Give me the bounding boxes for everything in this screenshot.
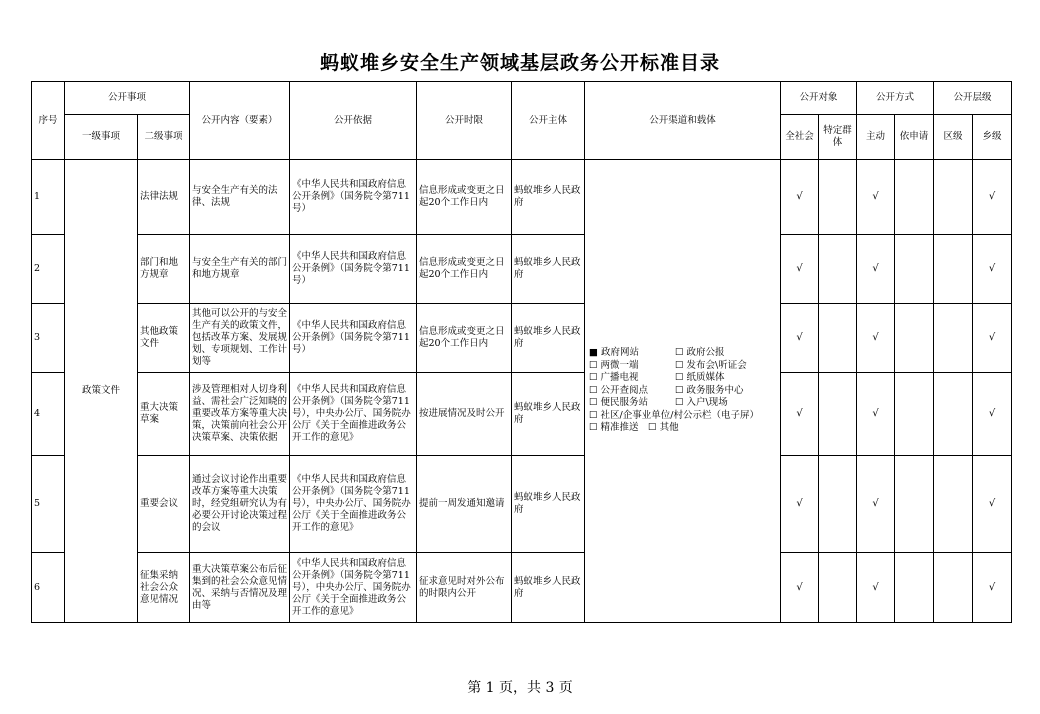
row-time: 信息形成或变更之日起20个工作日内 (417, 160, 512, 235)
check-level-town: √ (973, 304, 1012, 373)
header-target: 公开对象 (781, 82, 857, 115)
empty-target-specific (819, 373, 857, 456)
check-target-all: √ (781, 304, 819, 373)
check-level-town: √ (973, 373, 1012, 456)
channel-option: ☐ 两微一端 (589, 359, 639, 371)
header-channel: 公开渠道和载体 (585, 82, 781, 160)
row-subject: 蚂蚁堆乡人民政府 (512, 373, 585, 456)
header-subject: 公开主体 (512, 82, 585, 160)
row-level2: 法律法规 (138, 160, 190, 235)
header-target-specific: 特定群体 (819, 115, 857, 160)
row-time: 信息形成或变更之日起20个工作日内 (417, 235, 512, 304)
header-target-all: 全社会 (781, 115, 819, 160)
row-content: 涉及管理相对人切身利益、需社会广泛知晓的重要改革方案等重大决策，决策前向社会公开决策草案、决策依据 (190, 373, 290, 456)
header-level-town: 乡级 (973, 115, 1012, 160)
check-target-all: √ (781, 235, 819, 304)
channel-row (589, 347, 778, 360)
header-level: 公开层级 (934, 82, 1012, 115)
check-mode-active: √ (857, 304, 895, 373)
catalog-table (31, 81, 1012, 623)
check-mode-active: √ (857, 553, 895, 623)
table-row (32, 373, 1012, 456)
header-mode: 公开方式 (857, 82, 934, 115)
row-content: 与安全生产有关的部门和地方规章 (190, 235, 290, 304)
row-level2: 部门和地方规章 (138, 235, 190, 304)
empty-level-county (934, 304, 973, 373)
row-seq: 5 (32, 456, 65, 553)
check-target-all: √ (781, 553, 819, 623)
empty-mode-request (895, 373, 934, 456)
row-level2: 重大决策草案 (138, 373, 190, 456)
row-level2: 重要会议 (138, 456, 190, 553)
channel-option: ☐ 广播电视 (589, 372, 639, 384)
channel-option: ☐ 便民服务站 (589, 397, 649, 409)
header-level2: 二级事项 (138, 115, 190, 160)
empty-mode-request (895, 304, 934, 373)
header-basis: 公开依据 (290, 82, 417, 160)
row-seq: 4 (32, 373, 65, 456)
row-subject: 蚂蚁堆乡人民政府 (512, 553, 585, 623)
row-content: 通过会议讨论作出重要改革方案等重大决策时，经党组研究认为有必要公开讨论决策过程的会议 (190, 456, 290, 553)
empty-target-specific (819, 304, 857, 373)
table-row (32, 160, 1012, 235)
header-content: 公开内容（要素） (190, 82, 290, 160)
header-mode-active: 主动 (857, 115, 895, 160)
channel-option: ☐ 精准推送 ☐ 其他 (589, 422, 679, 434)
channel-option: ☐ 社区/企事业单位/村公示栏（电子屏） (589, 409, 759, 421)
check-level-town: √ (973, 456, 1012, 553)
header-seq: 序号 (32, 82, 65, 160)
empty-level-county (934, 373, 973, 456)
empty-level-county (934, 235, 973, 304)
check-mode-active: √ (857, 456, 895, 553)
channel-row (589, 397, 778, 410)
empty-level-county (934, 456, 973, 553)
empty-level-county (934, 553, 973, 623)
check-level-town: √ (973, 553, 1012, 623)
row-basis: 《中华人民共和国政府信息公开条例》（国务院令第711号），中央办公厅、国务院办公厅《关于全面推进政务公开工作的意见》 (290, 373, 417, 456)
table-row (32, 304, 1012, 373)
row-subject: 蚂蚁堆乡人民政府 (512, 235, 585, 304)
row-basis: 《中华人民共和国政府信息公开条例》（国务院令第711号） (290, 160, 417, 235)
channel-option: ■ 政府网站 (589, 347, 640, 359)
empty-mode-request (895, 456, 934, 553)
check-level-town: √ (973, 160, 1012, 235)
channel-row (589, 422, 778, 435)
row-seq: 3 (32, 304, 65, 373)
channel-row (589, 372, 778, 385)
channel-option: ☐ 政府公报 (675, 347, 725, 359)
row-basis: 《中华人民共和国政府信息公开条例》（国务院令第711号） (290, 235, 417, 304)
empty-level-county (934, 160, 973, 235)
header-time: 公开时限 (417, 82, 512, 160)
header-mode-request: 依申请 (895, 115, 934, 160)
row-basis: 《中华人民共和国政府信息公开条例》（国务院令第711号），中央办公厅、国务院办公厅《关于全面推进政务公开工作的意见》 (290, 553, 417, 623)
header-items: 公开事项 (65, 82, 190, 115)
channel-row (589, 360, 778, 373)
empty-target-specific (819, 160, 857, 235)
row-subject: 蚂蚁堆乡人民政府 (512, 456, 585, 553)
channel-row (589, 410, 778, 423)
page-indicator: 第 1 页，共 3 页 (467, 680, 573, 696)
channel-list (585, 160, 781, 623)
row-subject: 蚂蚁堆乡人民政府 (512, 160, 585, 235)
header-level-county: 区级 (934, 115, 973, 160)
row-content: 重大决策草案公布后征集到的社会公众意见情况、采纳与否情况及理由等 (190, 553, 290, 623)
row-time: 信息形成或变更之日起20个工作日内 (417, 304, 512, 373)
empty-target-specific (819, 553, 857, 623)
row-time: 按进展情况及时公开 (417, 373, 512, 456)
level1-item: 政策文件 (65, 160, 138, 623)
channel-row (589, 385, 778, 398)
page-title: 蚂蚁堆乡安全生产领域基层政务公开标准目录 (319, 52, 720, 74)
channel-option: ☐ 入户\现场 (675, 397, 728, 409)
check-target-all: √ (781, 373, 819, 456)
header-level1: 一级事项 (65, 115, 138, 160)
row-content: 其他可以公开的与安全生产有关的政策文件，包括改革方案、发展规划、专项规划、工作计划等 (190, 304, 290, 373)
empty-mode-request (895, 235, 934, 304)
row-basis: 《中华人民共和国政府信息公开条例》（国务院令第711号），中央办公厅、国务院办公厅《关于全面推进政务公开工作的意见》 (290, 456, 417, 553)
row-seq: 1 (32, 160, 65, 235)
channel-option: ☐ 政务服务中心 (675, 384, 744, 396)
row-subject: 蚂蚁堆乡人民政府 (512, 304, 585, 373)
check-mode-active: √ (857, 160, 895, 235)
table-row (32, 456, 1012, 553)
channel-option: ☐ 公开查阅点 (589, 384, 649, 396)
empty-target-specific (819, 235, 857, 304)
row-time: 征求意见时对外公布的时限内公开 (417, 553, 512, 623)
check-mode-active: √ (857, 373, 895, 456)
table-row (32, 553, 1012, 623)
check-level-town: √ (973, 235, 1012, 304)
row-level2: 征集采纳社会公众意见情况 (138, 553, 190, 623)
check-target-all: √ (781, 456, 819, 553)
check-mode-active: √ (857, 235, 895, 304)
table-row (32, 235, 1012, 304)
row-time: 提前一周发通知邀请 (417, 456, 512, 553)
row-level2: 其他政策文件 (138, 304, 190, 373)
row-content: 与安全生产有关的法律、法规 (190, 160, 290, 235)
row-seq: 2 (32, 235, 65, 304)
empty-target-specific (819, 456, 857, 553)
empty-mode-request (895, 553, 934, 623)
empty-mode-request (895, 160, 934, 235)
check-target-all: √ (781, 160, 819, 235)
row-basis: 《中华人民共和国政府信息公开条例》（国务院令第711号） (290, 304, 417, 373)
channel-option: ☐ 纸质媒体 (675, 372, 725, 384)
channel-option: ☐ 发布会\听证会 (675, 359, 747, 371)
row-seq: 6 (32, 553, 65, 623)
